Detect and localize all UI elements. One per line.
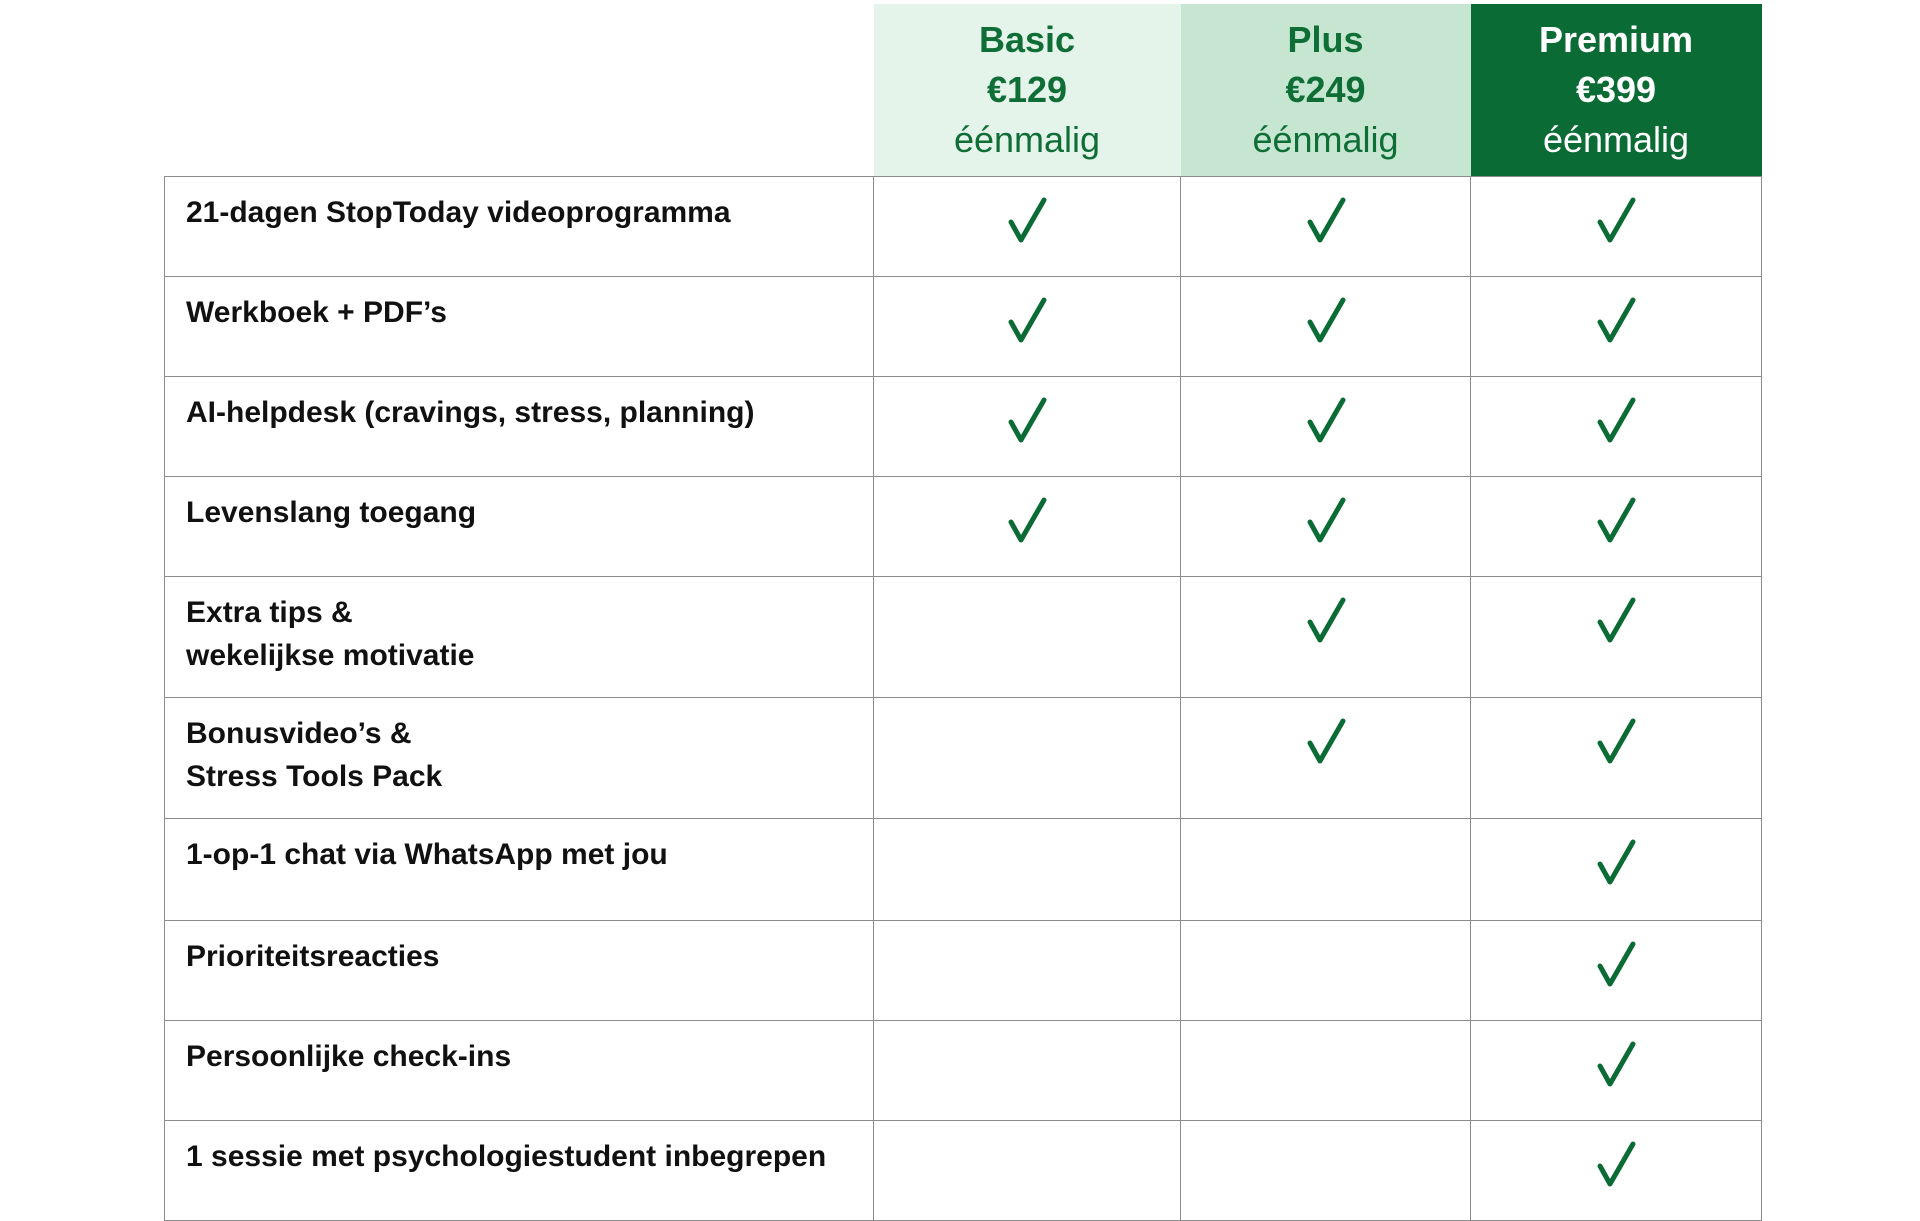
- checkmark-icon: [1596, 1140, 1636, 1188]
- check-cell-premium: [1471, 177, 1762, 277]
- check-cell-premium: [1471, 277, 1762, 377]
- checkmark-icon: [1007, 496, 1047, 544]
- feature-label: Prioriteitsreacties: [186, 940, 440, 973]
- plan-price: €249: [1285, 69, 1366, 110]
- feature-row: [165, 698, 1762, 819]
- checkmark-icon: [1596, 496, 1636, 544]
- check-cell-premium: [1471, 921, 1762, 1021]
- check-cell-plus: [1181, 1021, 1471, 1121]
- check-cell-premium: [1471, 477, 1762, 577]
- check-cell-premium: [1471, 819, 1762, 921]
- checkmark-icon: [1306, 596, 1346, 644]
- plan-period: éénmalig: [953, 119, 1101, 160]
- check-cell-basic: [874, 921, 1181, 1021]
- check-cell-premium: [1471, 1021, 1762, 1121]
- feature-rows: [165, 177, 1762, 1221]
- check-cell-plus: [1181, 1121, 1471, 1221]
- check-cell-basic: [874, 698, 1181, 819]
- checkmark-icon: [1596, 196, 1636, 244]
- checkmark-icon: [1306, 496, 1346, 544]
- feature-label: Bonusvideo’s & Stress Tools Pack: [186, 717, 443, 793]
- check-cell-premium: [1471, 698, 1762, 819]
- plan-name: Basic: [978, 19, 1076, 60]
- checkmark-icon: [1596, 838, 1636, 886]
- feature-label: 21-dagen StopToday videoprogramma: [186, 196, 731, 229]
- feature-label: 1 sessie met psychologiestudent inbegrepen: [186, 1140, 827, 1173]
- checkmark-icon: [1596, 1040, 1636, 1088]
- plan-header-basic: [874, 4, 1181, 177]
- check-cell-plus: [1181, 819, 1471, 921]
- plan-price: €129: [986, 69, 1068, 110]
- feature-row: [165, 577, 1762, 698]
- check-cell-plus: [1181, 698, 1471, 819]
- check-cell-plus: [1181, 577, 1471, 698]
- feature-row: [165, 921, 1762, 1021]
- checkmark-icon: [1306, 296, 1346, 344]
- checkmark-icon: [1596, 596, 1636, 644]
- plan-period: éénmalig: [1252, 119, 1399, 160]
- feature-cell: [165, 1121, 874, 1221]
- feature-row: [165, 477, 1762, 577]
- plan-name: Premium: [1538, 19, 1694, 60]
- feature-cell: [165, 698, 874, 819]
- checkmark-icon: [1007, 396, 1047, 444]
- check-cell-basic: [874, 1121, 1181, 1221]
- feature-cell: [165, 1021, 874, 1121]
- checkmark-icon: [1306, 717, 1346, 765]
- feature-label: Levenslang toegang: [186, 496, 477, 529]
- feature-row: [165, 177, 1762, 277]
- plan-price: €399: [1575, 69, 1657, 110]
- plan-name: Plus: [1287, 19, 1364, 60]
- check-cell-basic: [874, 1021, 1181, 1121]
- check-cell-plus: [1181, 477, 1471, 577]
- feature-row: [165, 1021, 1762, 1121]
- check-cell-basic: [874, 377, 1181, 477]
- checkmark-icon: [1596, 396, 1636, 444]
- feature-cell: [165, 477, 874, 577]
- feature-label: Werkboek + PDF’s: [186, 296, 447, 329]
- feature-label: 1-op-1 chat via WhatsApp met jou: [186, 838, 668, 871]
- check-cell-basic: [874, 577, 1181, 698]
- checkmark-icon: [1306, 196, 1346, 244]
- checkmark-icon: [1596, 940, 1636, 988]
- checkmark-icon: [1596, 717, 1636, 765]
- feature-cell: [165, 819, 874, 921]
- plan-header-premium: [1471, 4, 1762, 177]
- feature-row: [165, 277, 1762, 377]
- feature-row: [165, 377, 1762, 477]
- pricing-comparison-table: [164, 4, 1762, 1221]
- feature-cell: [165, 277, 874, 377]
- feature-row: [165, 819, 1762, 921]
- plan-header-plus: [1181, 4, 1471, 177]
- feature-cell: [165, 377, 874, 477]
- checkmark-icon: [1007, 296, 1047, 344]
- checkmark-icon: [1007, 196, 1047, 244]
- header-blank-cell: [165, 4, 874, 177]
- check-cell-basic: [874, 277, 1181, 377]
- feature-label: AI-helpdesk (cravings, stress, planning): [186, 396, 755, 429]
- check-cell-plus: [1181, 921, 1471, 1021]
- check-cell-basic: [874, 819, 1181, 921]
- check-cell-premium: [1471, 377, 1762, 477]
- plan-header-row: [165, 4, 1762, 177]
- check-cell-plus: [1181, 277, 1471, 377]
- check-cell-premium: [1471, 1121, 1762, 1221]
- feature-label: Extra tips & wekelijkse motivatie: [186, 596, 475, 672]
- feature-cell: [165, 177, 874, 277]
- checkmark-icon: [1306, 396, 1346, 444]
- plan-period: éénmalig: [1542, 119, 1690, 160]
- feature-cell: [165, 577, 874, 698]
- check-cell-basic: [874, 477, 1181, 577]
- check-cell-plus: [1181, 377, 1471, 477]
- checkmark-icon: [1596, 296, 1636, 344]
- check-cell-premium: [1471, 577, 1762, 698]
- check-cell-plus: [1181, 177, 1471, 277]
- feature-cell: [165, 921, 874, 1021]
- feature-row: [165, 1121, 1762, 1221]
- check-cell-basic: [874, 177, 1181, 277]
- feature-label: Persoonlijke check-ins: [186, 1040, 512, 1073]
